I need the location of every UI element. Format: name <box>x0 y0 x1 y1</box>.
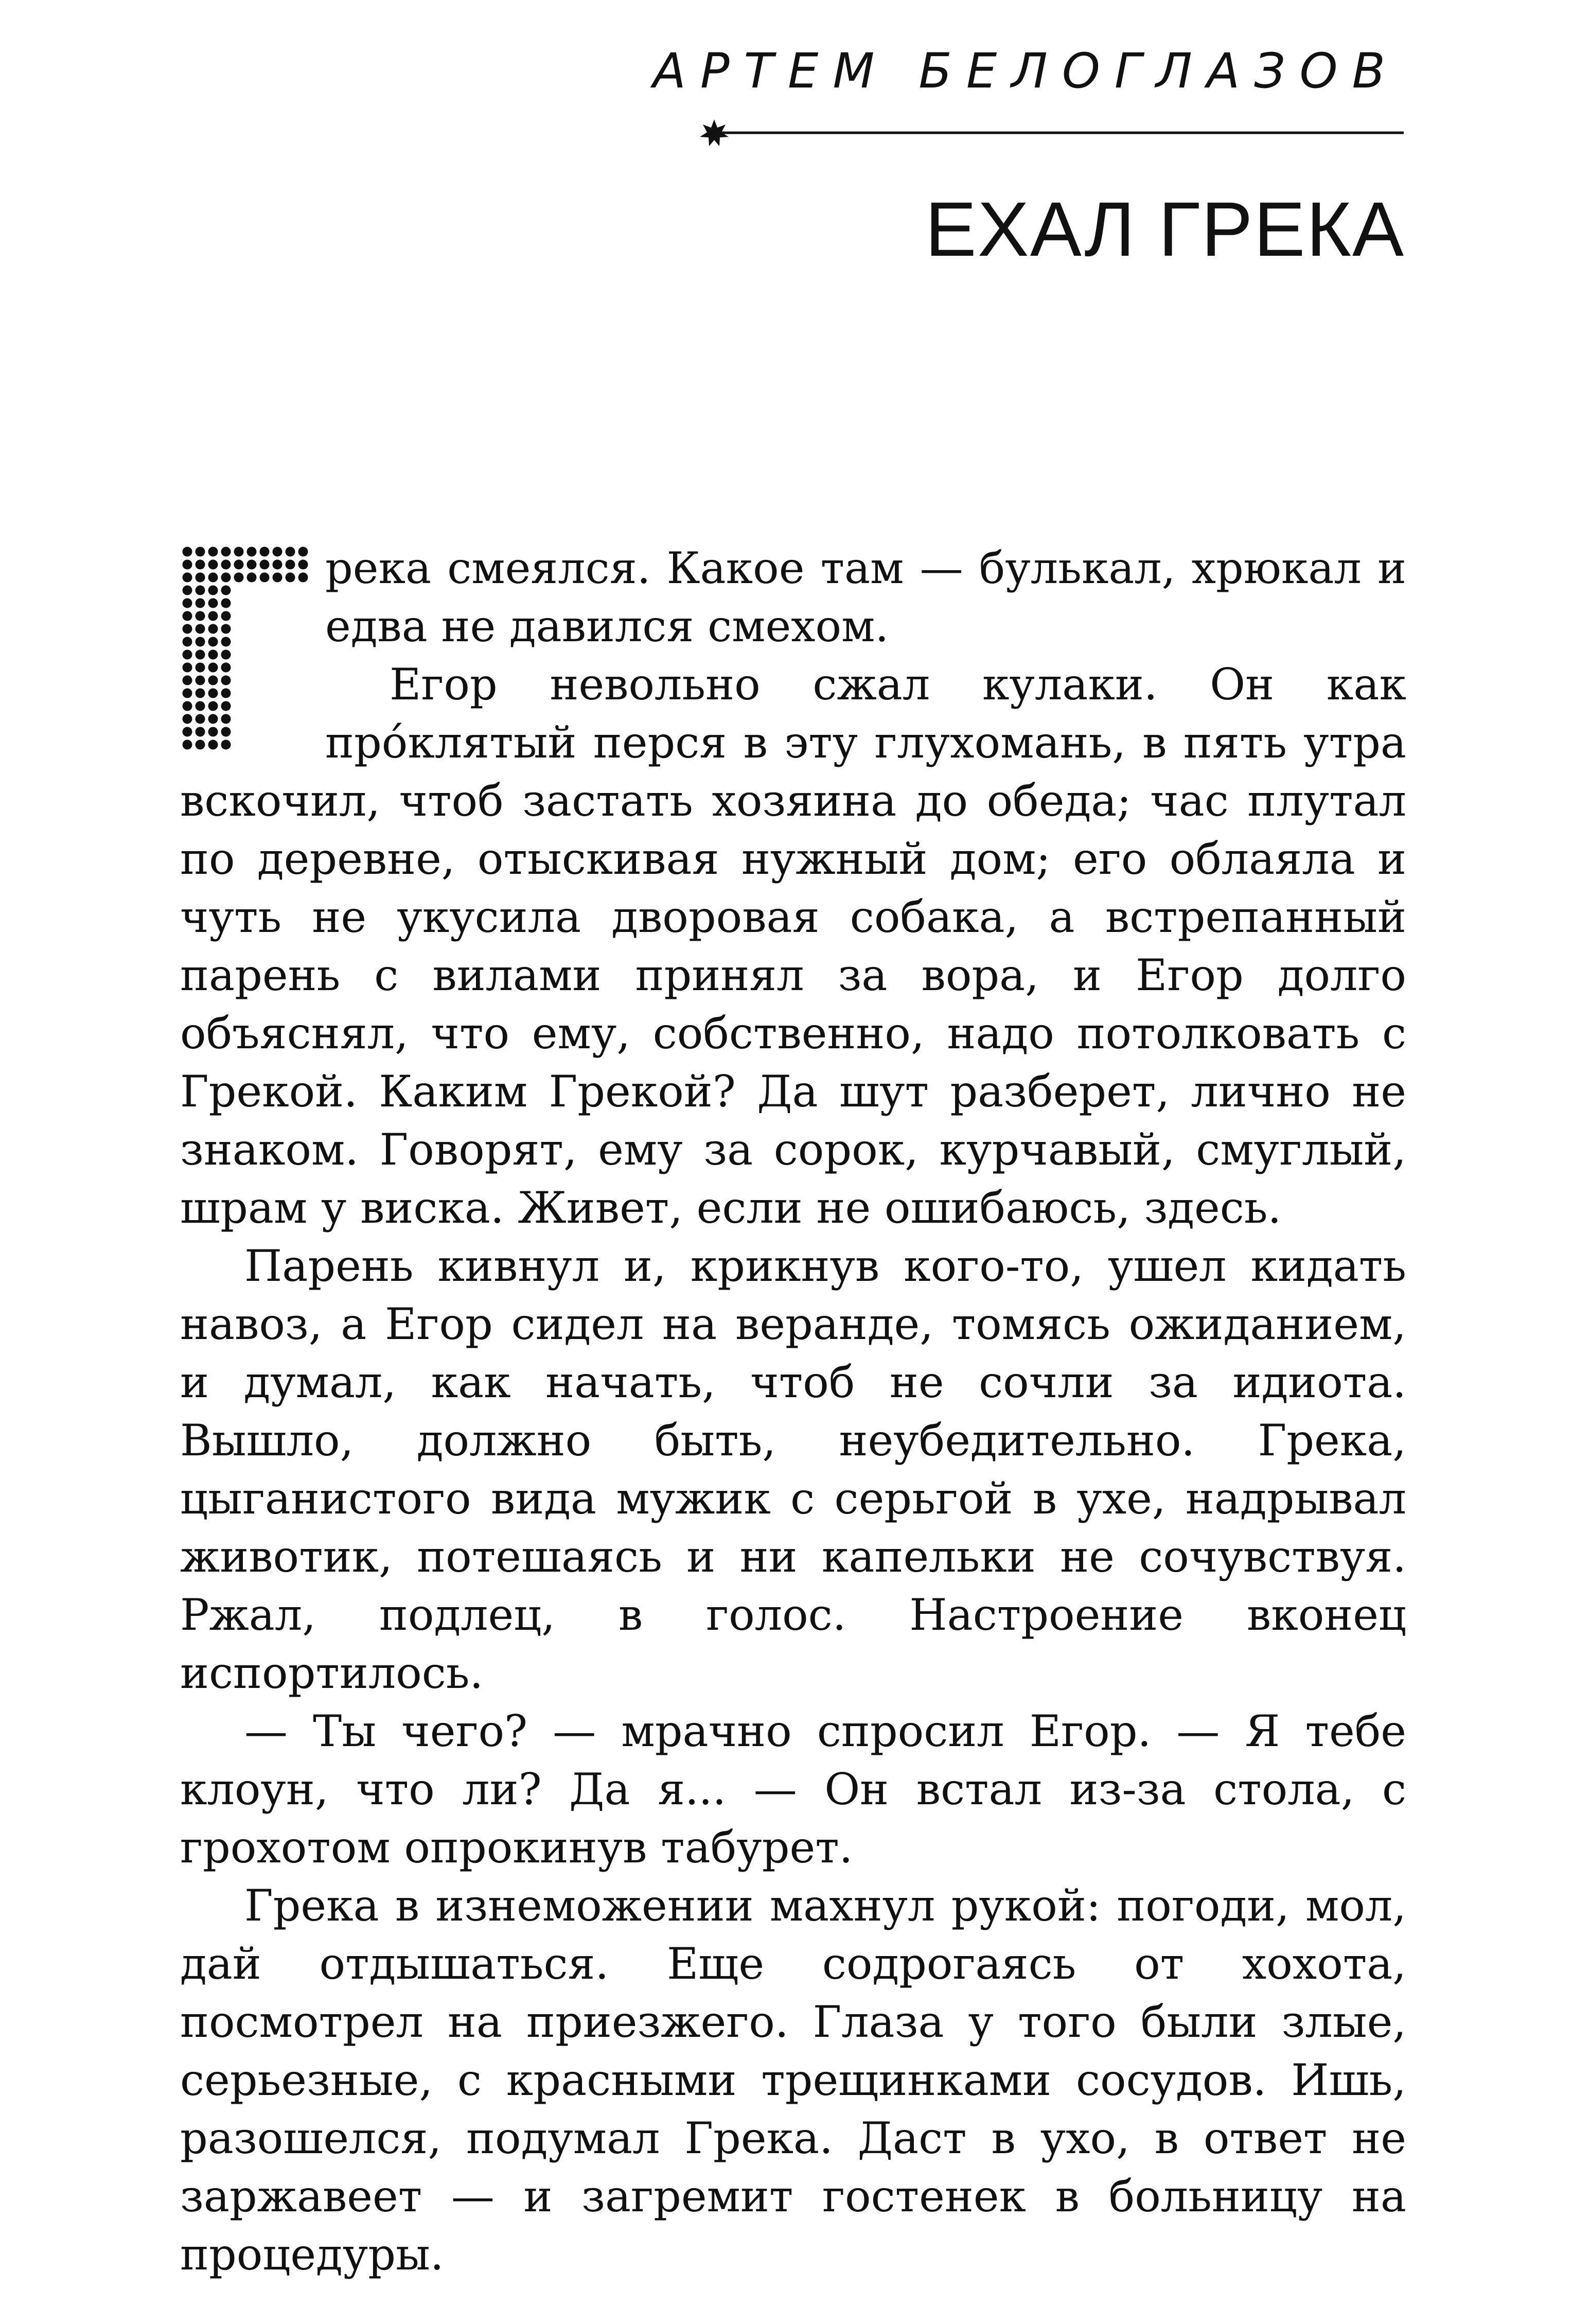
paragraph-5: Грека в изнеможении махнул рукой: погоди, мол, дай отдышаться. Еще содрогаясь от хохота, посмотрел на приезжего. Глаза у того были злые, серьезные, с красными трещинками сосудов. Ишь, разошелся, подумал Грека. Даст в ухо, в ответ не заржавеет — и загремит гостенек в больницу на процедуры. <box>180 1880 1406 2280</box>
story-title: ЕХАЛ ГРЕКА <box>925 186 1405 272</box>
paragraph-1: река смеялся. Какое там — булькал, хрюкал и едва не давился смехом. <box>325 543 1406 652</box>
running-header-author: АРТЕМ БЕЛОГЛАЗОВ <box>652 43 1400 99</box>
header-rule <box>699 117 1404 148</box>
paragraph-4: — Ты чего? — мрачно спросил Егор. — Я тебе клоун, что ли? Да я... — Он встал из-за стола, с грохотом опрокинув табурет. <box>180 1706 1406 1873</box>
paragraph-2: Егор невольно сжал кулаки. Он как про́клятый перся в эту глухомань, в пять утра вскочил, чтоб застать хозяина до обеда; час плутал по деревне, отыскивая нужный дом; его облаяла и чуть не укусила дворовая собака, а встрепанный парень с вилами принял за вора, и Егор долго объяснял, что ему, собственно, надо потолковать с Грекой. Каким Грекой? Да шут разберет, лично не знаком. Говорят, ему за сорок, курчавый, смуглый, шрам у виска. Живет, если не ошибаюсь, здесь. <box>180 659 1406 1233</box>
drop-cap-letter <box>180 544 309 750</box>
paragraph-3: Парень кивнул и, крикнув кого-то, ушел кидать навоз, а Егор сидел на веранде, томясь ожиданием, и думал, как начать, чтоб не сочли за идиота. Вышло, должно быть, неубедительно. Грека, цыганистого вида мужик с серьгой в ухе, надрывал животик, потешаясь и ни капельки не сочувствуя. Ржал, подлец, в голос. Настроение вконец испортилось. <box>180 1241 1406 1698</box>
story-body <box>180 539 1406 2284</box>
